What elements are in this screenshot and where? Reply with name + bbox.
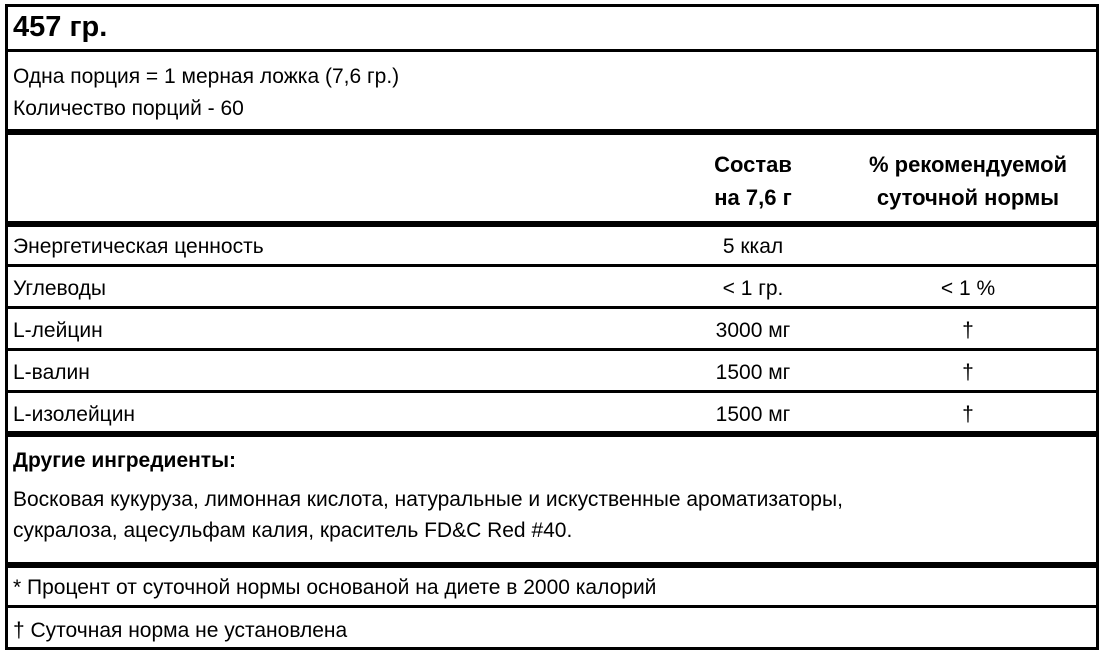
row-dv: < 1 % [940,277,996,300]
row-name: Энергетическая ценность [13,235,264,258]
row-dv: † [962,361,974,384]
row-dv: † [962,403,974,426]
dv-column-header [848,148,1088,214]
footnote-not-established: † Суточная норма не установлена [13,619,348,642]
divider [8,348,1096,351]
amount-header-line1: Состав [714,152,792,177]
divider [8,605,1096,608]
divider [8,390,1096,393]
dv-header-line2: суточной нормы [876,185,1060,210]
row-name: L-валин [13,361,90,384]
row-amount: 1500 мг [715,403,791,426]
divider-thick [8,129,1096,135]
other-ingredients-line2: сукралоза, ацесульфам калия, краситель FD&C Red #40. [13,519,573,542]
amount-header-line2: на 7,6 г [714,185,792,210]
package-weight-title: 457 гр. [13,11,108,43]
row-name: L-лейцин [13,319,103,342]
row-amount: < 1 гр. [722,277,784,300]
row-name: L-изолейцин [13,403,136,426]
dv-header-line1: % рекомендуемой [868,152,1068,177]
row-amount: 1500 мг [715,361,791,384]
footnote-daily-value: * Процент от суточной нормы основаной на диете в 2000 калорий [13,576,657,599]
row-name: Углеводы [13,277,107,300]
divider [8,306,1096,309]
divider-thick [8,431,1096,437]
divider [8,49,1096,52]
servings-count: Количество порций - 60 [13,97,244,120]
row-amount: 5 ккал [722,235,784,258]
divider [8,264,1096,267]
row-amount: 3000 мг [715,319,791,342]
row-dv: † [962,319,974,342]
divider-thick [8,562,1096,568]
divider-thick [8,221,1096,227]
nutrition-facts-panel [5,4,1099,650]
other-ingredients-title: Другие ингредиенты: [13,449,237,472]
amount-column-header [648,148,858,214]
serving-size: Одна порция = 1 мерная ложка (7,6 гр.) [13,65,400,88]
other-ingredients-line1: Восковая кукуруза, лимонная кислота, натуральные и искуственные ароматизаторы, [13,488,843,511]
